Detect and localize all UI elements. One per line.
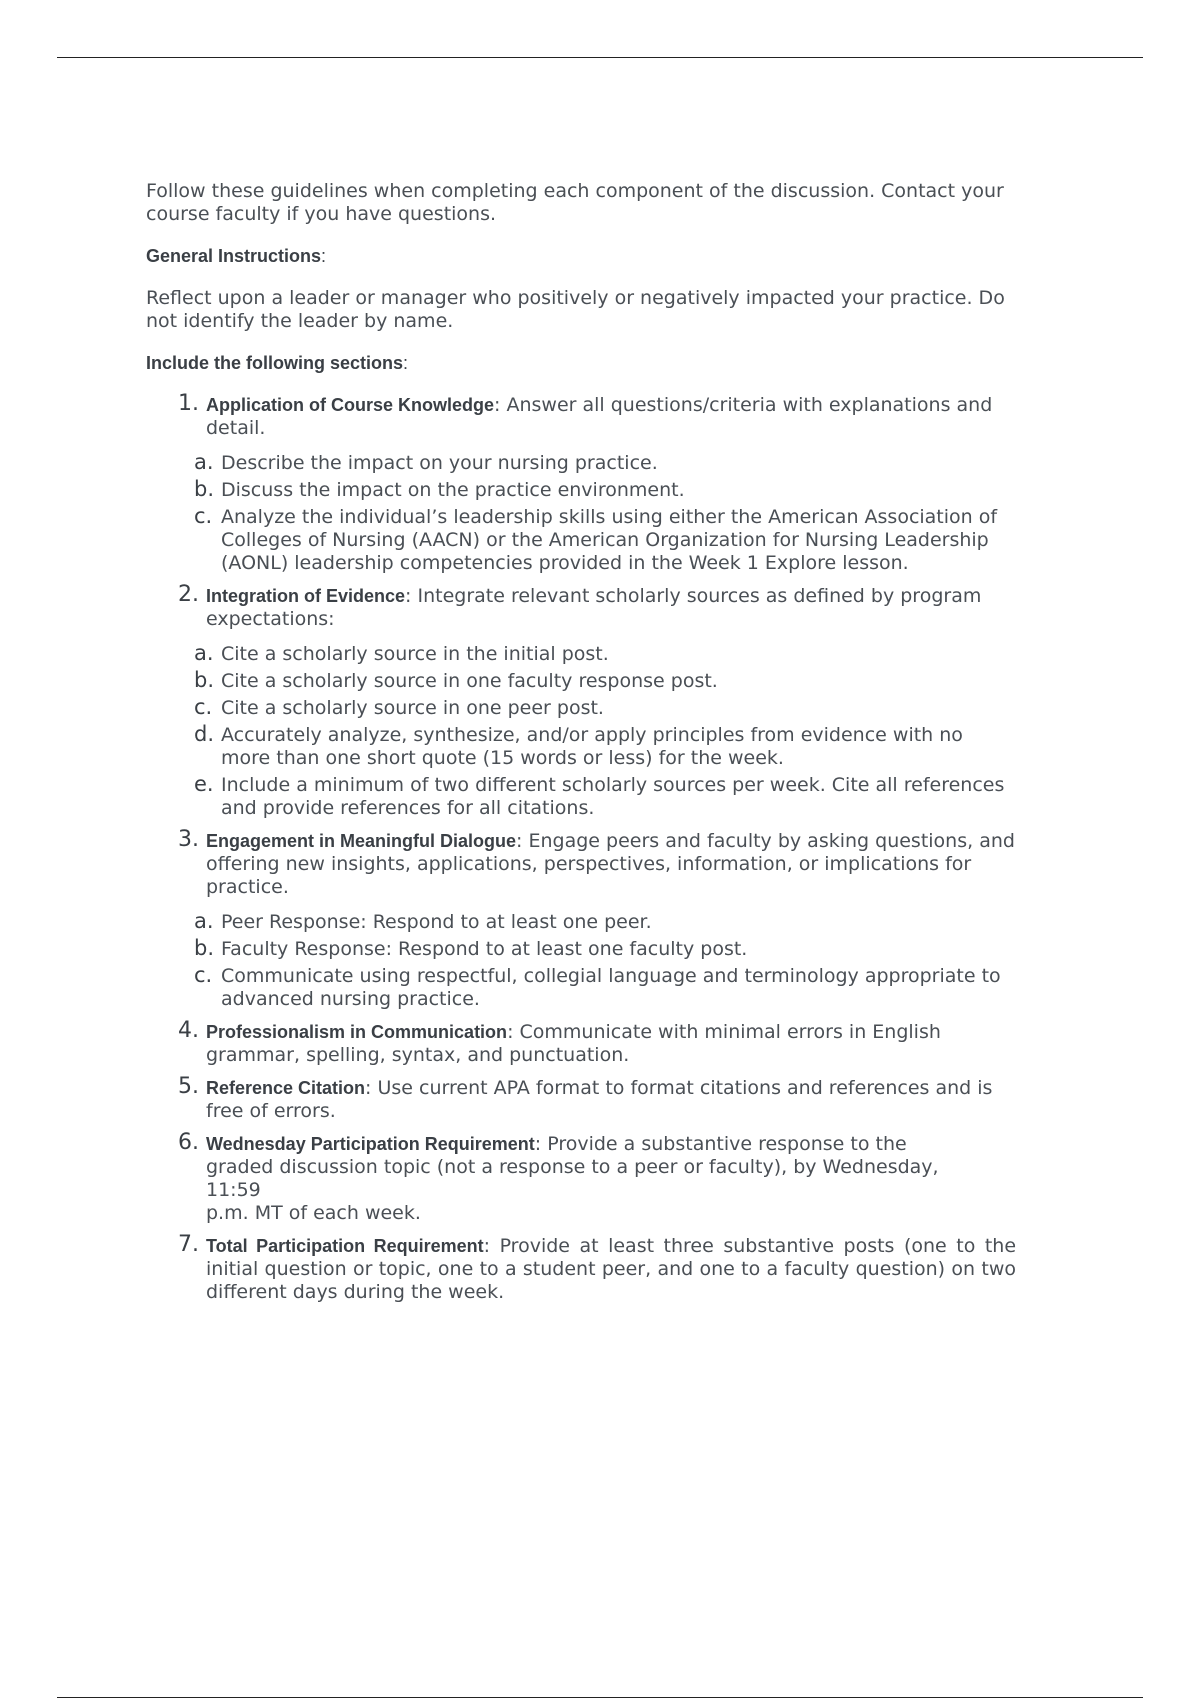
section-number: 3. xyxy=(178,827,199,852)
section-number: 5. xyxy=(178,1074,199,1099)
general-instructions-text: Reflect upon a leader or manager who positively or negatively impacted your practice. Do not identify the leader by name. xyxy=(146,287,1005,332)
sub-text: Discuss the impact on the practice environment. xyxy=(221,479,685,501)
section-label: Professionalism in Communication xyxy=(206,1022,508,1042)
sub-letter: b. xyxy=(194,936,215,960)
section-label: Wednesday Participation Requirement xyxy=(206,1134,535,1154)
sub-text: Include a minimum of two different scholarly sources per week. Cite all references and provide references for all citations. xyxy=(221,774,1005,819)
section-engagement-in-meaningful-dialogue: 3. Engagement in Meaningful Dialogue: Engage peers and faculty by asking questions, and offering new insights, applications, perspectives, information, or implications for practice. a. Peer Response: Respond to at least one peer. b. Faculty Response: Respond to at least one faculty post. c. Communicate using respectful, collegial language and terminology appropriate to advanced nursing practice. xyxy=(146,830,1016,1011)
sub-letter: a. xyxy=(194,641,214,665)
bottom-rule xyxy=(57,1697,1143,1698)
section-number: 1. xyxy=(178,391,199,416)
section-integration-of-evidence: 2. Integration of Evidence: Integrate relevant scholarly sources as defined by program expectations: a. Cite a scholarly source in the initial post. b. Cite a scholarly source in one faculty response post. c. Cite a scholarly source in one peer post. d. Accurately analyze, synthesize, and/or apply principles from evidence with no more than one short quote (15 words or less) for the week. e. Include a minimum of two different scholarly sources per week. Cite all references and provide references for all citations. xyxy=(146,585,1016,820)
list-item xyxy=(146,965,1016,1011)
sub-letter: c. xyxy=(194,504,213,528)
sub-letter: a. xyxy=(194,909,214,933)
sections-list xyxy=(146,391,1017,1304)
section-label: Reference Citation xyxy=(206,1078,366,1098)
section-reference-citation: 5. Reference Citation: Use current APA format to format citations and references and is free of errors. xyxy=(178,1074,993,1122)
sub-letter: b. xyxy=(194,477,215,501)
section-text: Communicate with minimal errors in English grammar, spelling, syntax, and punctuation. xyxy=(206,1021,941,1066)
sub-letter: a. xyxy=(194,450,214,474)
section-professionalism-in-communication: 4. Professionalism in Communication: Communicate with minimal errors in English grammar, spelling, syntax, and punctuation. xyxy=(178,1018,941,1066)
sub-text: Faculty Response: Respond to at least one faculty post. xyxy=(221,938,748,960)
list-item xyxy=(146,670,1016,693)
sub-text: Peer Response: Respond to at least one peer. xyxy=(221,911,652,933)
sub-letter: b. xyxy=(194,668,215,692)
sub-text: Cite a scholarly source in the initial post. xyxy=(221,643,609,665)
sections-heading: Include the following sections: xyxy=(146,353,409,373)
sub-letter: d. xyxy=(194,722,215,746)
sub-list xyxy=(146,643,1016,820)
list-item xyxy=(146,479,1016,502)
sub-text: Describe the impact on your nursing practice. xyxy=(221,452,658,474)
section-text-continued: p.m. MT of each week. xyxy=(206,1202,421,1224)
sub-letter: c. xyxy=(194,963,213,987)
intro-paragraph: Follow these guidelines when completing each component of the discussion. Contact your course faculty if you have questions. xyxy=(146,180,1004,225)
list-item xyxy=(146,724,1016,770)
sub-letter: e. xyxy=(194,772,214,796)
list-item xyxy=(146,643,1016,666)
sub-list xyxy=(146,911,1016,1011)
sub-letter: c. xyxy=(194,695,213,719)
section-number: 6. xyxy=(178,1130,199,1155)
general-instructions-heading: General Instructions: xyxy=(146,246,327,266)
sub-text: Accurately analyze, synthesize, and/or apply principles from evidence with no more than one short quote (15 words or less) for the week. xyxy=(221,724,963,769)
section-wednesday-participation-requirement: 6. Wednesday Participation Requirement: Provide a substantive response to the graded discussion topic (not a response to a peer or faculty), by Wednesday, 11:59 p.m. MT of each week. xyxy=(146,1133,1016,1225)
section-number: 4. xyxy=(178,1018,199,1043)
sub-text: Cite a scholarly source in one faculty response post. xyxy=(221,670,718,692)
sub-text: Analyze the individual’s leadership skills using either the American Association of Colleges of Nursing (AACN) or the American Organization for Nursing Leadership (AONL) leadership competencies provided in the Week 1 Explore lesson. xyxy=(221,506,998,574)
sub-text: Cite a scholarly source in one peer post. xyxy=(221,697,604,719)
section-text: Engage peers and faculty by asking questions, and offering new insights, applications, perspectives, information, or implications for practice. xyxy=(206,830,1015,898)
section-text: Answer all questions/criteria with explanations and detail. xyxy=(206,394,993,439)
top-rule xyxy=(57,57,1143,58)
section-text: Integrate relevant scholarly sources as defined by program expectations: xyxy=(206,585,982,630)
section-number: 7. xyxy=(178,1232,199,1257)
list-item xyxy=(146,697,1016,720)
section-label: Total Participation Requirement xyxy=(206,1236,484,1256)
document-body xyxy=(146,180,1016,1314)
section-application-of-course-knowledge: 1. Application of Course Knowledge: Answer all questions/criteria with explanations and detail. a. Describe the impact on your nursing practice. b. Discuss the impact on the practice environment. c. Analyze the individual’s leadership skills using either the American Association of Colleges of Nursing (AACN) or the American Organization for Nursing Leadership (AONL) leadership competencies provided in the Week 1 Explore lesson. xyxy=(146,394,1016,575)
section-total-participation-requirement: 7. Total Participation Requirement: Provide at least three substantive posts (one to the initial question or topic, one to a student peer, and one to a faculty question) on two different days during the week. xyxy=(178,1232,1017,1303)
section-text: Provide a substantive response to the graded discussion topic (not a response to a peer or faculty), by Wednesday, 11:59 xyxy=(206,1133,939,1201)
section-label: Application of Course Knowledge xyxy=(206,395,495,415)
list-item xyxy=(146,911,1016,934)
list-item xyxy=(146,506,1016,575)
section-number: 2. xyxy=(178,582,199,607)
sub-text: Communicate using respectful, collegial language and terminology appropriate to advanced nursing practice. xyxy=(221,965,1001,1010)
list-item xyxy=(146,452,1016,475)
section-text: Use current APA format to format citations and references and is free of errors. xyxy=(206,1077,993,1122)
section-label: Engagement in Meaningful Dialogue xyxy=(206,831,517,851)
list-item xyxy=(146,938,1016,961)
sub-list xyxy=(146,452,1016,575)
list-item xyxy=(146,774,1016,820)
section-label: Integration of Evidence xyxy=(206,586,406,606)
section-text: Provide at least three substantive posts (one to the initial question or topic, one to a student peer, and one to a faculty question) on two different days during the week. xyxy=(206,1235,1017,1303)
